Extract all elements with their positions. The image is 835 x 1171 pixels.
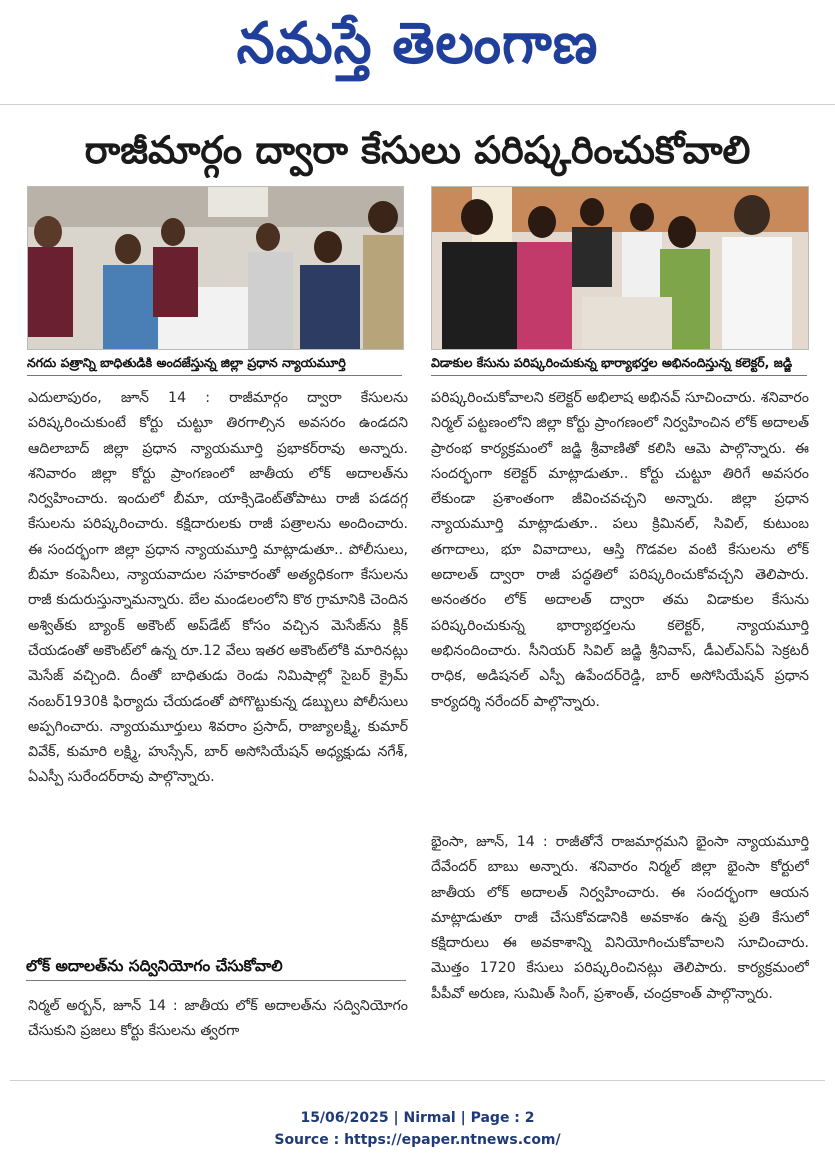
photo-left (27, 186, 404, 350)
left-column-text-2 (28, 994, 408, 1048)
newspaper-logo: నమస్తే తెలంగాణ (236, 9, 599, 76)
article-headline: రాజీమార్గం ద్వారా కేసులు పరిష్కరించుకోవాలి (84, 128, 751, 172)
footer-divider (10, 1080, 825, 1081)
left-subheading: లోక్‌ అదాలత్‌ను సద్వినియోగం చేసుకోవాలి (26, 952, 406, 981)
photo-caption-right: విడాకుల కేసును పరిష్కరించుకున్న భార్యాభర్తల అభినందిస్తున్న కలెక్టర్‌, జడ్జి (431, 351, 807, 376)
left-paragraph-2: నిర్మల్‌ అర్బన్‌, జూన్‌ 14 : జాతీయ లోక్‌ అదాలత్‌ను సద్వినియోగం చేసుకుని ప్రజలు కోర్టు కేసులను త్వరగా (28, 998, 408, 1040)
masthead (0, 0, 835, 100)
right-column-text-2 (431, 830, 809, 1052)
right-column-text-1 (431, 386, 809, 818)
left-paragraph-1: ఎదులాపురం, జూన్‌ 14 : రాజీమార్గం ద్వారా కేసులను పరిష్కరించుకుంటే కోర్టు చుట్టూ తిరగాల్సిన అవసరం ఉండదని ఆదిలాబాద్‌ జిల్లా ప్రధాన న్యాయమూర్తి ప్రభాకర్‌రావు అన్నారు. శనివారం జిల్లా కోర్టు ప్రాంగణంలో జాతీయ లోక్‌ అదాలత్‌ను నిర్వహించారు. ఇందులో బీమా, యాక్సిడెంట్‌తోపాటు రాజీ పడదగ్గ కేసులను పరిష్కరించారు. కక్షిదారులకు రాజీ పత్రాలను అందించారు. ఈ సందర్భంగా జిల్లా ప్రధాన న్యాయమూర్తి మాట్లాడుతూ.. పోలీసులు, బీమా కంపెనీలు, న్యాయవాదుల సహకారంతో అత్యధికంగా కేసులను రాజీ కుదురుస్తున్నామన్నారు. బేల మండలంలోని కొఠ గ్రామానికి చెందిన అశ్విత్‌కు బ్యాంక్‌ అకౌంట్‌ అప్‌డేట్‌ కోసం వచ్చిన మెసేజ్‌ను క్లిక్‌ చేయడంతో అకౌంట్‌లో ఉన్న రూ.12 వేలు ఇతర అకౌంట్‌లోకి మారినట్లు మెసేజ్‌ వచ్చింది. దీంతో బాధితుడు రెండు నిమిషాల్లో సైబర్‌ క్రైమ్‌ నంబర్‌1930కి ఫిర్యాదు చేయడంతో పోగొట్టుకున్న డబ్బులు పోలీసులు అప్పగించారు. న్యాయమూర్తులు శివరాం ప్రసాద్‌, రాజ్యాలక్ష్మి, కుమార్‌ వివేక్‌, కుమారి లక్ష్మి, హుస్సేన్‌, బార్‌ అసోసియేషన్‌ అధ్యక్షుడు నగేశ్‌, ఏఎస్పీ సురేందర్‌రావు పాల్గొన్నారు. (28, 390, 408, 786)
right-paragraph-1: పరిష్కరించుకోవాలని కలెక్టర్‌ అభిలాష అభినవ్‌ సూచించారు. శనివారం నిర్మల్‌ పట్టణంలోని జిల్లా కోర్టు ప్రాంగణంలో నిర్వహించిన లోక్‌ అదాలత్‌ ప్రారంభ కార్యక్రమంలో జడ్జి శ్రీవాణితో కలిసి ఆమె పాల్గొన్నారు. ఈ సందర్భంగా కలెక్టర్‌ మాట్లాడుతూ.. కోర్టు చుట్టూ తిరిగే అవసరం లేకుండా ప్రశాంతంగా జీవించవచ్చని అన్నారు. జిల్లా ప్రధాన న్యాయమూర్తి మాట్లాడుతూ.. పలు క్రిమినల్‌, సివిల్‌, కుటుంబ తగాదాలు, భూ వివాదాలు, ఆస్తి గొడవల వంటి కేసులను లోక్‌ అదాలత్‌ ద్వారా రాజీ పద్ధతిలో పరిష్కరించుకోవచ్చని తెలిపారు. అనంతరం లోక్‌ అదాలత్‌ ద్వారా తమ విడాకుల కేసును పరిష్కరించుకున్న భార్యాభర్తలను కలెక్టర్‌, న్యాయమూర్తి అభినందించారు. సీనియర్‌ సివిల్‌ జడ్జి శ్రీనివాస్‌, డీఎల్‌ఎస్‌ఏ సెక్రటరీ రాధిక, అడిషనల్‌ ఎస్పీ ఉపేందర్‌రెడ్డి, బార్‌ అసోసియేషన్‌ ప్రధాన కార్యదర్శి నరేందర్‌ పాల్గొన్నారు. (431, 390, 809, 710)
footer-source: Source : https://epaper.ntnews.com/ (274, 1132, 561, 1148)
photo-right (431, 186, 809, 350)
masthead-divider (0, 104, 835, 105)
photo-caption-left: నగదు పత్రాన్ని బాధితుడికి అందజేస్తున్న జిల్లా ప్రధాన న్యాయమూర్తి (27, 351, 402, 376)
right-paragraph-2: భైంసా, జూన్‌, 14 : రాజీతోనే రాజమార్గమని భైంసా న్యాయమూర్తి దేవేందర్‌ బాబు అన్నారు. శనివారం నిర్మల్‌ జిల్లా భైంసా కోర్టులో జాతీయ లోక్‌ అదాలత్‌ నిర్వహించారు. ఈ సందర్భంగా ఆయన మాట్లాడుతూ రాజీ చేసుకోవడానికి అవకాశం ఉన్న ప్రతి కేసులో కక్షిదారులు ఈ అవకాశాన్ని వినియోగించుకోవాలని సూచించారు. మొత్తం 1720 కేసులు పరిష్కరించినట్లు తెలిపారు. కార్యక్రమంలో పీపీవో అరుణ, సుమిత్‌ సింగ్‌, ప్రశాంత్‌, చంద్రకాంత్‌ పాల్గొన్నారు. (431, 834, 809, 1002)
footer-date-edition: 15/06/2025 | Nirmal | Page : 2 (300, 1110, 535, 1126)
left-column-text (28, 386, 408, 948)
